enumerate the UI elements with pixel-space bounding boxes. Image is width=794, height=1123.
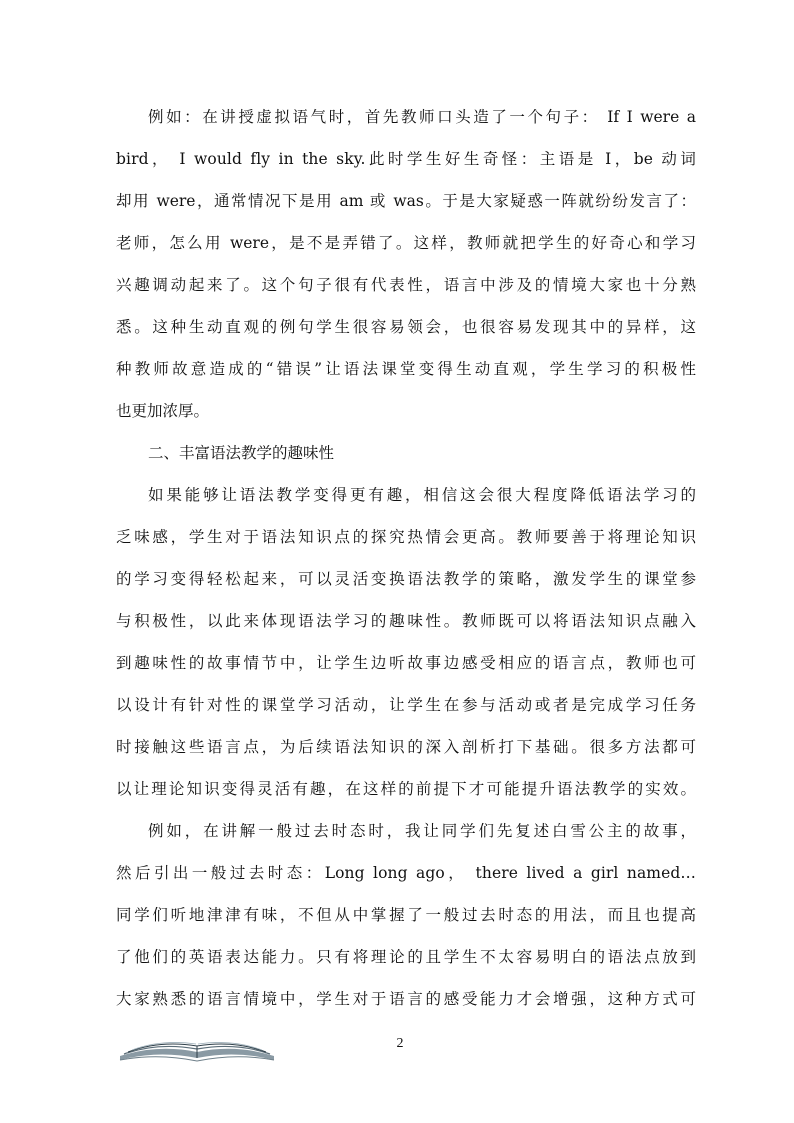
paragraph-line: 悉。这种生动直观的例句学生很容易领会，也很容易发现其中的异样，这 (116, 318, 696, 336)
paragraph-line: 同学们听地津津有味，不但从中掌握了一般过去时态的用法，而且也提高 (116, 906, 696, 924)
paragraph-line: 乏味感，学生对于语法知识点的探究热情会更高。教师要善于将理论知识 (116, 528, 696, 546)
paragraph-line: 兴趣调动起来了。这个句子很有代表性，语言中涉及的情境大家也十分熟 (116, 276, 696, 294)
paragraph-line: 时接触这些语言点，为后续语法知识的深入剖析打下基础。很多方法都可 (116, 738, 696, 756)
paragraph-line: 到趣味性的故事情节中，让学生边听故事边感受相应的语言点，教师也可 (116, 654, 696, 672)
paragraph-line: 老师，怎么用 were，是不是弄错了。这样，教师就把学生的好奇心和学习 (116, 234, 696, 252)
paragraph-line: 例如：在讲授虚拟语气时，首先教师口头造了一个句子： If I were a (148, 108, 696, 126)
paragraph-line: 的学习变得轻松起来，可以灵活变换语法教学的策略，激发学生的课堂参 (116, 570, 696, 588)
paragraph-line: 以设计有针对性的课堂学习活动，让学生在参与活动或者是完成学习任务 (116, 696, 696, 714)
paragraph-line: 了他们的英语表达能力。只有将理论的且学生不太容易明白的语法点放到 (116, 948, 696, 966)
paragraph-line: 与积极性，以此来体现语法学习的趣味性。教师既可以将语法知识点融入 (116, 612, 696, 630)
paragraph-line: 大家熟悉的语言情境中，学生对于语言的感受能力才会增强，这种方式可 (116, 990, 696, 1008)
paragraph-line: bird， I would fly in the sky.此时学生好生奇怪：主语是 I，be 动词 (116, 150, 696, 168)
section-heading: 二、丰富语法教学的趣味性 (148, 444, 335, 462)
open-book-icon (118, 1034, 276, 1062)
paragraph-line: 以让理论知识变得灵活有趣，在这样的前提下才可能提升语法教学的实效。 (116, 780, 696, 798)
paragraph-line: 却用 were，通常情况下是用 am 或 was。于是大家疑惑一阵就纷纷发言了： (116, 192, 696, 210)
paragraph-line: 然后引出一般过去时态：Long long ago， there lived a girl named… (116, 864, 696, 882)
paragraph-line: 如果能够让语法教学变得更有趣，相信这会很大程度降低语法学习的 (148, 486, 696, 504)
page-number: 2 (396, 1036, 404, 1051)
paragraph-line: 例如，在讲解一般过去时态时，我让同学们先复述白雪公主的故事， (148, 822, 696, 840)
paragraph-line: 种教师故意造成的“错误”让语法课堂变得生动直观，学生学习的积极性 (116, 360, 696, 378)
paragraph-line: 也更加浓厚。 (116, 402, 210, 420)
